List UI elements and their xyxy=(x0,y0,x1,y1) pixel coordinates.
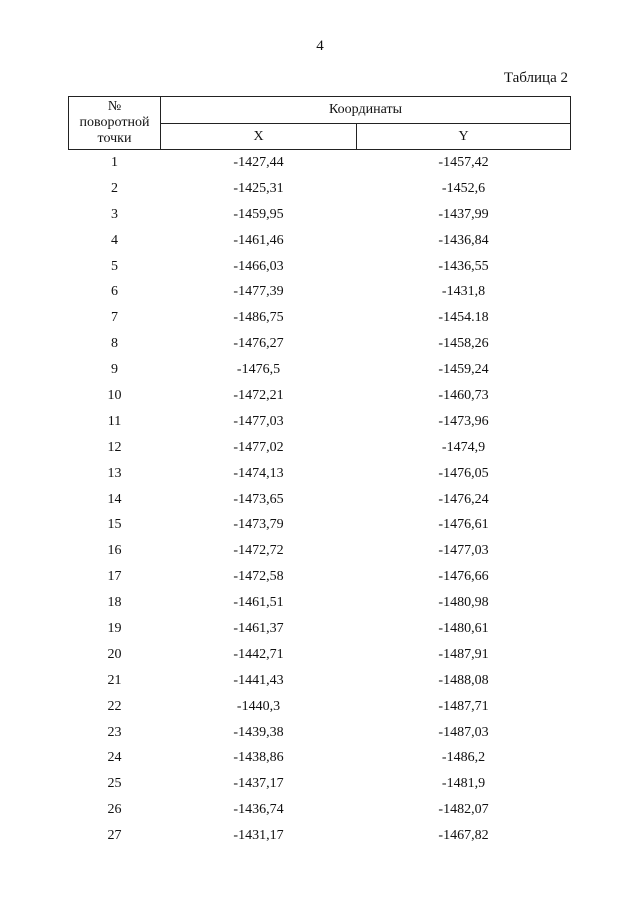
y-coordinate-cell: -1480,98 xyxy=(438,595,489,611)
page-number: 4 xyxy=(316,38,324,54)
y-coordinate-cell: -1452,6 xyxy=(441,180,486,196)
point-number-header-line2: поворотной xyxy=(79,115,150,130)
point-number-cell: 17 xyxy=(107,569,122,585)
table-row xyxy=(69,254,571,280)
point-number-cell: 3 xyxy=(111,206,118,222)
point-number-cell: 12 xyxy=(107,439,122,455)
x-coordinate-cell: -1427,44 xyxy=(233,154,284,170)
y-coordinate-cell: -1437,99 xyxy=(438,206,489,222)
y-coordinate-cell: -1467,82 xyxy=(438,828,489,844)
table-row xyxy=(69,590,571,616)
x-coordinate-cell: -1477,03 xyxy=(233,413,284,429)
point-number-cell: 5 xyxy=(111,258,118,274)
point-number-header-line1: № xyxy=(107,99,122,114)
y-coordinate-cell: -1476,05 xyxy=(438,465,489,481)
table-row xyxy=(69,616,571,642)
x-coordinate-cell: -1436,74 xyxy=(233,802,284,818)
y-coordinate-cell: -1476,61 xyxy=(438,517,489,533)
y-coordinate-cell: -1454.18 xyxy=(438,310,489,326)
y-coordinate-cell: -1477,03 xyxy=(438,543,489,559)
x-coordinate-cell: -1477,02 xyxy=(233,439,284,455)
table-row xyxy=(69,512,571,538)
x-column-header: X xyxy=(161,124,357,150)
x-coordinate-cell: -1476,5 xyxy=(236,362,281,378)
point-number-cell: 14 xyxy=(107,491,122,507)
point-number-cell: 1 xyxy=(111,154,118,170)
x-coordinate-cell: -1474,13 xyxy=(233,465,284,481)
x-coordinate-cell: -1466,03 xyxy=(233,258,284,274)
y-coordinate-cell: -1480,61 xyxy=(438,620,489,636)
x-coordinate-cell: -1473,79 xyxy=(233,517,284,533)
point-number-cell: 26 xyxy=(107,802,122,818)
point-number-cell: 2 xyxy=(111,180,118,196)
table-row xyxy=(69,564,571,590)
x-coordinate-cell: -1439,38 xyxy=(233,724,284,740)
table-row xyxy=(69,176,571,202)
x-coordinate-cell: -1472,58 xyxy=(233,569,284,585)
point-number-cell: 19 xyxy=(107,620,122,636)
y-coordinate-cell: -1487,03 xyxy=(438,724,489,740)
coordinates-header: Координаты xyxy=(161,97,571,124)
x-coordinate-cell: -1459,95 xyxy=(233,206,284,222)
y-coordinate-cell: -1473,96 xyxy=(438,413,489,429)
table-row xyxy=(69,357,571,383)
point-number-cell: 8 xyxy=(111,336,118,352)
point-number-cell: 9 xyxy=(111,362,118,378)
y-coordinate-cell: -1487,71 xyxy=(438,698,489,714)
coordinates-table xyxy=(68,96,571,849)
x-coordinate-cell: -1431,17 xyxy=(233,828,284,844)
y-coordinate-cell: -1476,66 xyxy=(438,569,489,585)
point-number-cell: 27 xyxy=(107,828,122,844)
x-coordinate-cell: -1441,43 xyxy=(233,672,284,688)
table-row xyxy=(69,720,571,746)
table-row xyxy=(69,461,571,487)
point-number-cell: 21 xyxy=(107,672,122,688)
table-row xyxy=(69,279,571,305)
point-number-cell: 16 xyxy=(107,543,122,559)
table-row xyxy=(69,487,571,513)
point-number-header-line3: точки xyxy=(97,131,132,146)
table-body xyxy=(69,150,571,850)
y-coordinate-cell: -1486,2 xyxy=(441,750,486,766)
table-header xyxy=(69,97,571,150)
point-number-cell: 13 xyxy=(107,465,122,481)
y-coordinate-cell: -1481,9 xyxy=(441,776,486,792)
table-row xyxy=(69,642,571,668)
y-coordinate-cell: -1488,08 xyxy=(438,672,489,688)
point-number-cell: 24 xyxy=(107,750,122,766)
y-column-header: Y xyxy=(357,124,571,150)
table-row xyxy=(69,538,571,564)
x-coordinate-cell: -1442,71 xyxy=(233,646,284,662)
point-number-cell: 15 xyxy=(107,517,122,533)
x-coordinate-cell: -1425,31 xyxy=(233,180,284,196)
x-coordinate-cell: -1437,17 xyxy=(233,776,284,792)
x-coordinate-cell: -1440,3 xyxy=(236,698,281,714)
point-number-cell: 25 xyxy=(107,776,122,792)
table-row xyxy=(69,797,571,823)
table-row xyxy=(69,745,571,771)
table-row xyxy=(69,771,571,797)
point-number-cell: 11 xyxy=(107,413,122,429)
y-coordinate-cell: -1487,91 xyxy=(438,646,489,662)
table-row xyxy=(69,668,571,694)
x-coordinate-cell: -1472,72 xyxy=(233,543,284,559)
point-number-cell: 23 xyxy=(107,724,122,740)
y-coordinate-cell: -1457,42 xyxy=(438,154,489,170)
table-row xyxy=(69,383,571,409)
table-row xyxy=(69,150,571,176)
point-number-cell: 6 xyxy=(111,284,118,300)
table-row xyxy=(69,228,571,254)
y-coordinate-cell: -1459,24 xyxy=(438,362,489,378)
point-number-header xyxy=(69,97,161,150)
x-coordinate-cell: -1438,86 xyxy=(233,750,284,766)
table-row xyxy=(69,331,571,357)
table-row xyxy=(69,823,571,849)
table-row xyxy=(69,435,571,461)
y-coordinate-cell: -1476,24 xyxy=(438,491,489,507)
table-row xyxy=(69,202,571,228)
y-coordinate-cell: -1436,84 xyxy=(438,232,489,248)
x-coordinate-cell: -1461,37 xyxy=(233,620,284,636)
x-coordinate-cell: -1473,65 xyxy=(233,491,284,507)
table-caption: Таблица 2 xyxy=(503,70,568,86)
point-number-cell: 18 xyxy=(107,595,122,611)
point-number-cell: 20 xyxy=(107,646,122,662)
point-number-cell: 7 xyxy=(111,310,118,326)
y-coordinate-cell: -1482,07 xyxy=(438,802,489,818)
x-coordinate-cell: -1486,75 xyxy=(233,310,284,326)
x-coordinate-cell: -1461,51 xyxy=(233,595,284,611)
table-row xyxy=(69,694,571,720)
y-coordinate-cell: -1458,26 xyxy=(438,336,489,352)
y-coordinate-cell: -1460,73 xyxy=(438,387,489,403)
table-row xyxy=(69,305,571,331)
x-coordinate-cell: -1461,46 xyxy=(233,232,284,248)
table-row xyxy=(69,409,571,435)
point-number-cell: 22 xyxy=(107,698,122,714)
point-number-cell: 4 xyxy=(111,232,118,248)
x-coordinate-cell: -1477,39 xyxy=(233,284,284,300)
x-coordinate-cell: -1476,27 xyxy=(233,336,284,352)
y-coordinate-cell: -1436,55 xyxy=(438,258,489,274)
point-number-cell: 10 xyxy=(107,387,122,403)
y-coordinate-cell: -1431,8 xyxy=(441,284,486,300)
y-coordinate-cell: -1474,9 xyxy=(441,439,486,455)
x-coordinate-cell: -1472,21 xyxy=(233,387,284,403)
